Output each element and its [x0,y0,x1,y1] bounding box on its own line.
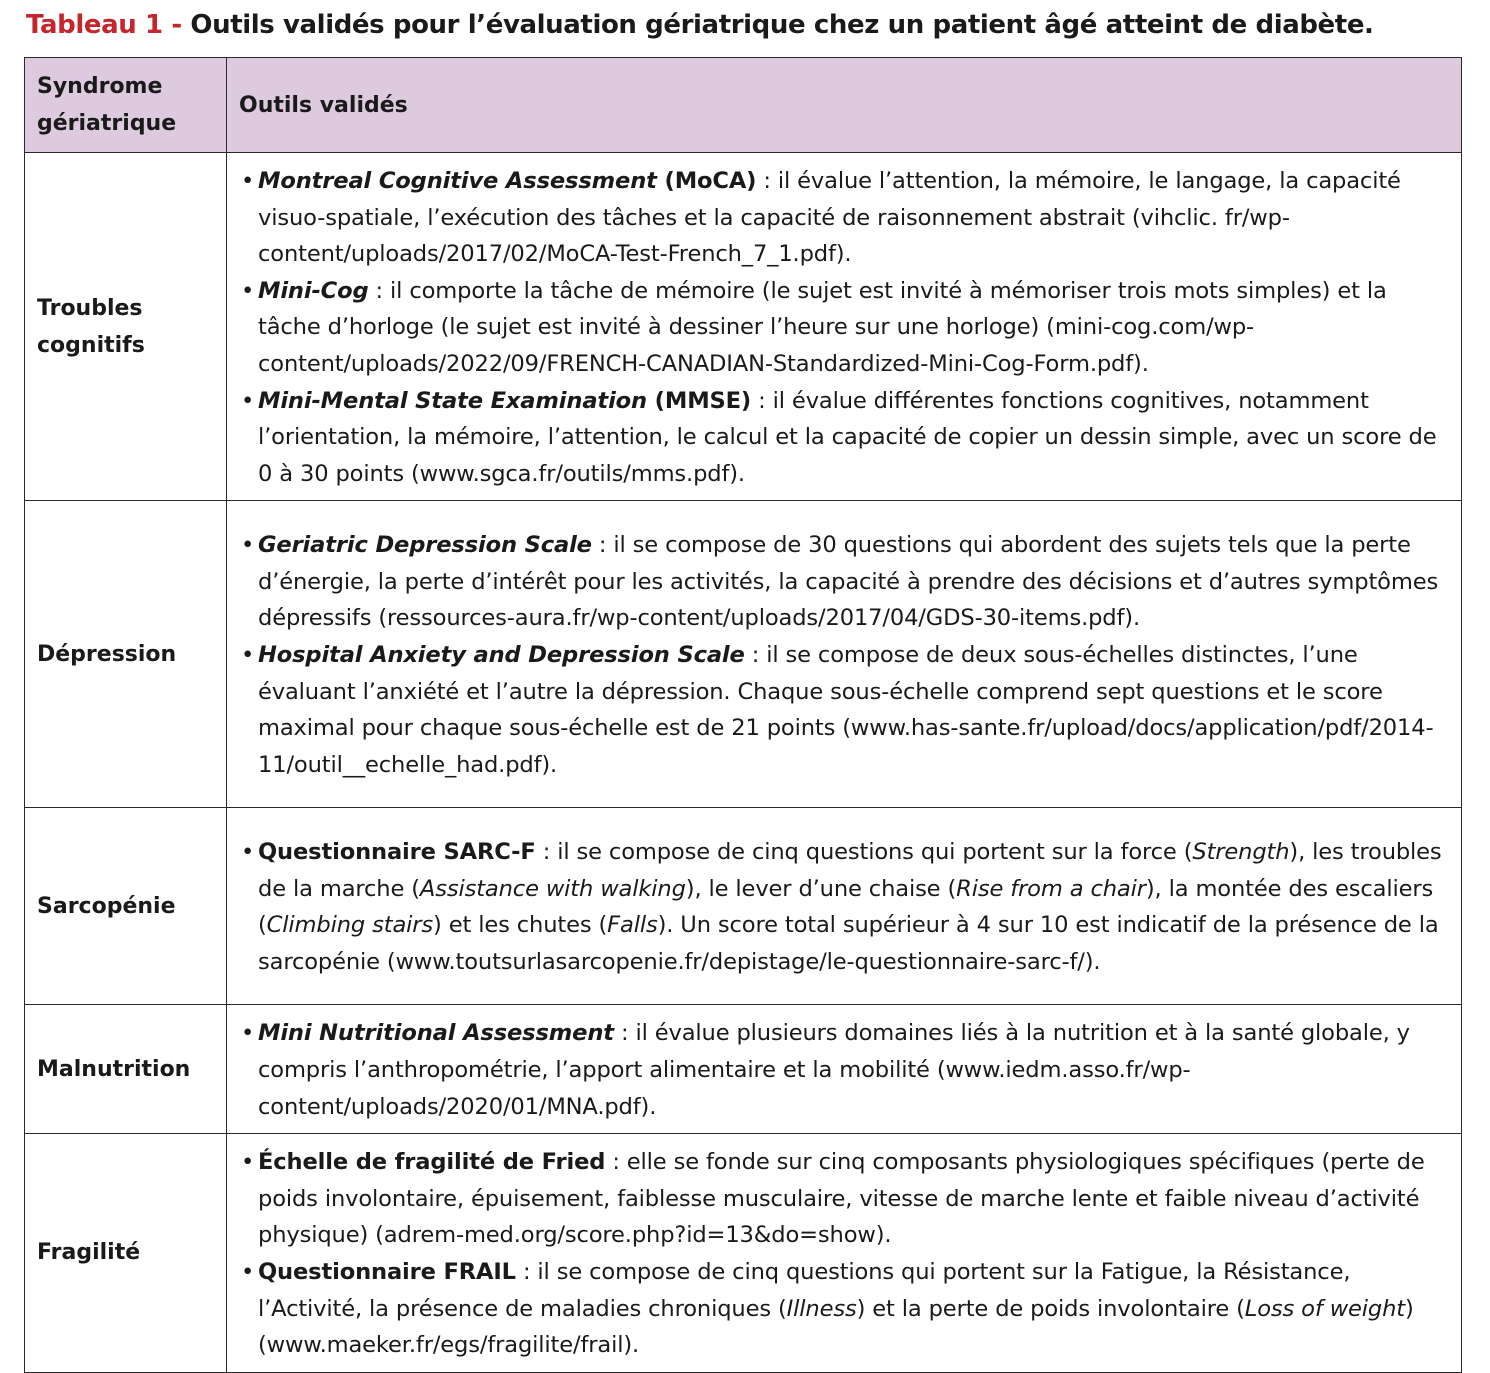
tool-description: : il évalue différentes fonctions cognitives, notamment l’orientation, la mémoire, l’attention, le calcul et la capacité de copier un dessin simple, avec un score de 0 à 30 points (www.sgca.fr/outils/mms.pdf). [258,387,1437,487]
syndrome-cell: Dépression [25,501,227,808]
tool-description: : il se compose de 30 questions qui abordent des sujets tels que la perte d’énergie, la perte d’intérêt pour les activités, la capacité à prendre des décisions et d’autres symptômes dépressifs (ressources-aura.fr/wp-content/uploads/2017/04/GDS-30-items.pdf). [258,532,1439,632]
tools-list [239,527,1447,783]
tool-term-en: Illness [786,1295,857,1322]
tool-description-part: ) et la perte de poids involontaire ( [856,1295,1245,1322]
tool-term-en: Rise from a chair [956,875,1146,902]
tool-item [239,637,1447,783]
tool-description-part: ) (www.maeker.fr/egs/fragilite/frail). [258,1295,1414,1359]
tool-name: Geriatric Depression Scale [258,532,592,559]
tool-term-en: Climbing stairs [266,912,434,939]
tool-description: : il comporte la tâche de mémoire (le sujet est invité à mémoriser trois mots simples) et la tâche d’horloge (le sujet est invité à dessiner l’heure sur une horloge) (mini-cog.com/wp-content/uploads/2022/09/FRENCH-CANADIAN-Standardized-Mini-Cog-Form.pdf). [258,277,1387,377]
syndrome-cell: Fragilité [25,1134,227,1373]
tool-item [239,1015,1447,1125]
tool-term-en: Strength [1192,839,1290,866]
tool-acronym: (MMSE) [646,387,752,414]
tool-item [239,383,1447,493]
syndrome-cell: Sarcopénie [25,808,227,1005]
header-syndrome: Syndrome gériatrique [25,58,227,153]
tools-cell [227,153,1462,501]
tool-description: : il se compose de deux sous-échelles distinctes, l’une évaluant l’anxiété et l’autre la dépression. Chaque sous-échelle comprend sept questions et le score maximal pour chaque sous-échelle est de 21 points (www.has-sante.fr/upload/docs/application/pdf/2014-11/outil__echelle_had.pdf). [258,642,1434,778]
tool-description-part: ) et les chutes ( [433,912,608,939]
tools-cell [227,1005,1462,1134]
tool-term-en: Assistance with walking [419,875,686,902]
tools-cell [227,501,1462,808]
tool-item [239,273,1447,383]
tool-name: Mini Nutritional Assessment [258,1020,614,1047]
tool-name: Mini-Cog [258,277,369,304]
tool-item [239,1144,1447,1254]
tool-description-part: ), la montée des escaliers ( [258,875,1434,939]
tool-description: : il évalue l’attention, la mémoire, le langage, la capacité visuo-spatiale, l’exécution des tâches et la capacité de raisonnement abstrait (vihclic. fr/wp-content/uploads/2017/02/MoCA-Test-French_7_1.pdf). [258,168,1401,268]
header-row [25,58,1462,153]
tool-name: Questionnaire SARC-F [258,839,536,866]
table-row [25,1134,1462,1373]
tools-list [239,163,1447,492]
table-number-label: Tableau 1 - [26,10,191,40]
table-row [25,1005,1462,1134]
tool-description-part: : il se compose de cinq questions qui portent sur la force ( [535,839,1193,866]
tool-acronym: (MoCA) [656,168,757,194]
tool-description-part: ). Un score total supérieur à 4 sur 10 est indicatif de la présence de la sarcopénie (www.toutsurlasarcopenie.fr/depistage/le-questionnaire-sarc-f/). [258,912,1439,975]
tool-name: Questionnaire FRAIL [258,1258,516,1285]
tools-cell [227,808,1462,1005]
tool-term-en: Loss of weight [1244,1295,1405,1322]
tools-list [239,834,1447,980]
tool-item [239,527,1447,637]
tool-item [239,163,1447,273]
tools-list [239,1144,1447,1364]
tool-description: : elle se fonde sur cinq composants physiologiques spécifiques (perte de poids involontaire, épuisement, faiblesse musculaire, vitesse de marche lente et faible niveau d’activité physique) (adrem-med.org/score.php?id=13&do=show). [258,1149,1425,1249]
tool-name: Montreal Cognitive Assessment [258,168,657,194]
tool-description-part: ), les troubles de la marche ( [258,839,1442,902]
table-row [25,153,1462,501]
table-row [25,808,1462,1005]
tools-list [239,1015,1447,1125]
tool-description-part: ), le lever d’une chaise ( [685,875,957,902]
header-tools: Outils validés [227,58,1462,153]
syndrome-cell: Malnutrition [25,1005,227,1134]
tools-cell [227,1134,1462,1373]
table-title: Outils validés pour l’évaluation gériatrique chez un patient âgé atteint de diabète. [190,10,1374,40]
tool-item [239,1254,1447,1364]
table-caption [26,10,1374,40]
tool-term-en: Falls [607,912,658,939]
geriatric-tools-table [24,57,1462,1373]
tool-description: : il évalue plusieurs domaines liés à la nutrition et à la santé globale, y compris l’anthropométrie, l’apport alimentaire et la mobilité (www.iedm.asso.fr/wp-content/uploads/2020/01/MNA.pdf). [258,1020,1410,1120]
tool-item [239,834,1447,980]
tool-description-part: : il se compose de cinq questions qui portent sur la Fatigue, la Résistance, l’Activité, la présence de maladies chroniques ( [258,1258,1351,1322]
tool-name: Mini-Mental State Examination [258,387,647,414]
table-row [25,501,1462,808]
tool-name: Échelle de fragilité de Fried [258,1149,606,1176]
syndrome-cell: Troubles cognitifs [25,153,227,501]
tool-name: Hospital Anxiety and Depression Scale [258,642,745,669]
